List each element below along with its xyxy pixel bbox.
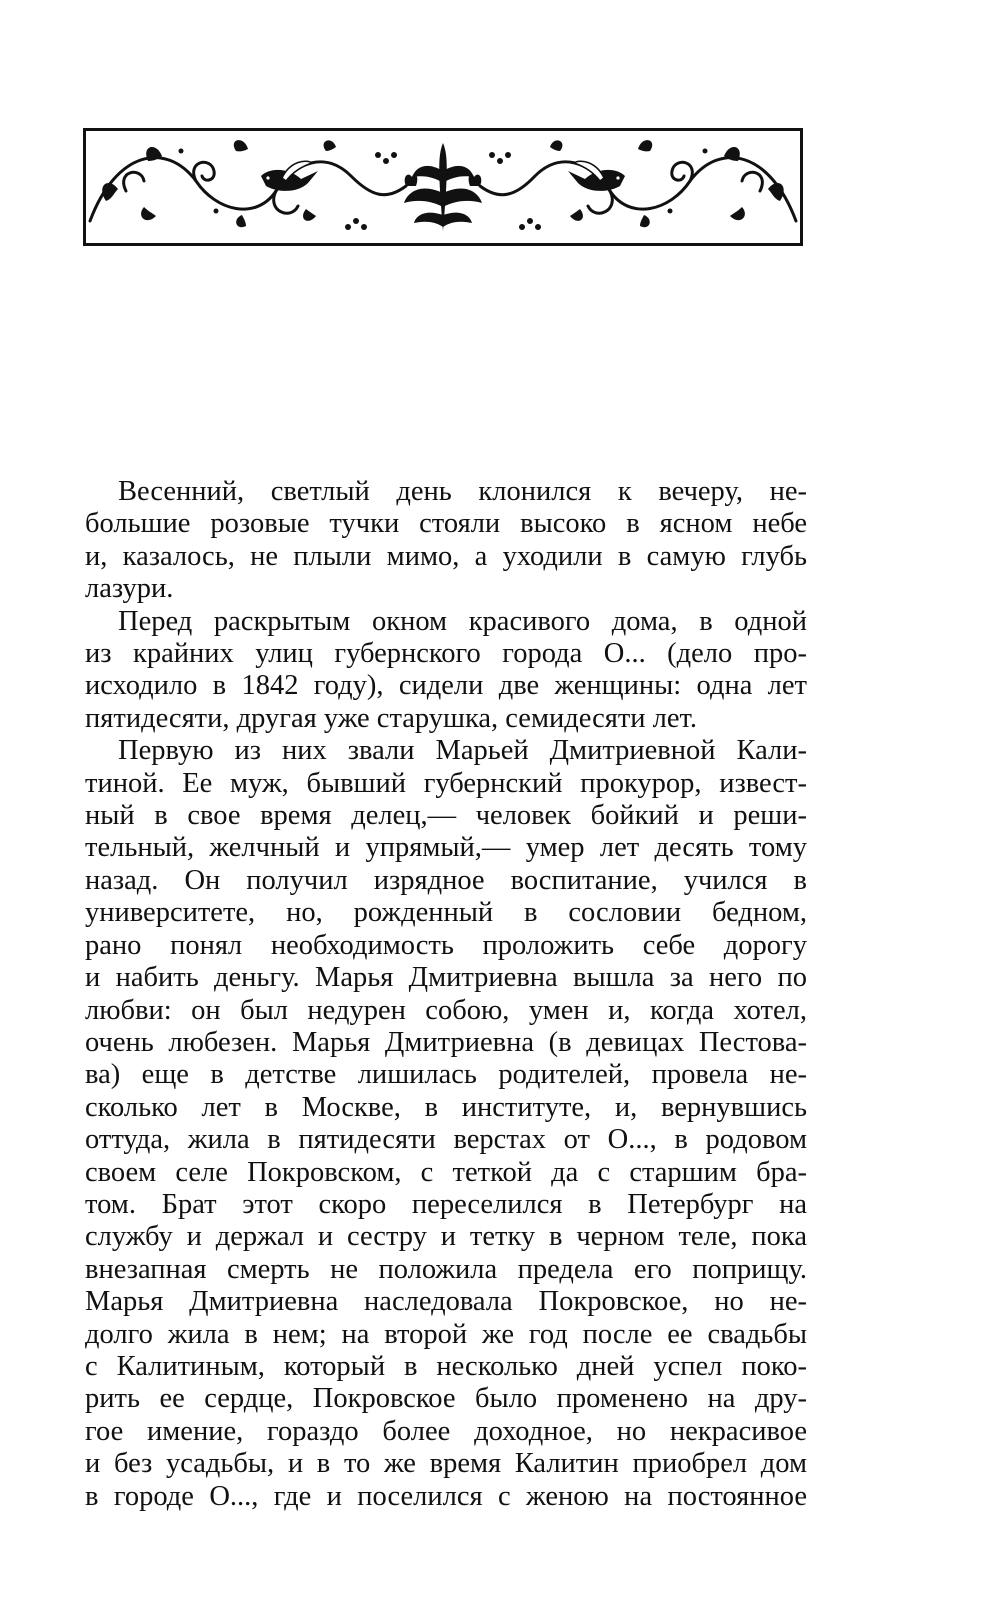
- text-line: долго жила в нем; на второй же год после ее свадьбы: [85, 1318, 807, 1350]
- text-line: с Калитиным, который в несколько дней успел поко-: [85, 1350, 807, 1382]
- text-line: сколько лет в Москве, в институте, и, вернувшись: [85, 1091, 807, 1123]
- text-line: из крайних улиц губернского города О... (дело про-: [85, 638, 807, 670]
- paragraph-2: [85, 606, 807, 736]
- ornamental-header-band: [83, 128, 803, 246]
- text-line: пятидесяти, другая уже старушка, семидесяти лет.: [85, 702, 697, 734]
- text-line: очень любезен. Марья Дмитриевна (в девицах Пестова-: [85, 1026, 807, 1058]
- text-line: рить ее сердце, Покровское было променено на дру-: [85, 1383, 807, 1415]
- text-line: тельный, желчный и упрямый,— умер лет десять тому: [85, 832, 807, 864]
- text-line: большие розовые тучки стояли высоко в ясном небе: [85, 508, 807, 540]
- text-line: лазури.: [85, 573, 174, 605]
- text-line: и, казалось, не плыли мимо, а уходили в самую глубь: [85, 540, 807, 572]
- text-line: ный в свое время делец,— человек бойкий и реши-: [85, 800, 807, 832]
- text-line: том. Брат этот скоро переселился в Петербург на: [85, 1188, 807, 1220]
- text-line: и набить деньгу. Марья Дмитриевна вышла за него по: [85, 962, 807, 994]
- body-text: [85, 476, 807, 1513]
- text-line: службу и держал и сестру и тетку в черном теле, пока: [85, 1221, 807, 1253]
- text-line: Перед раскрытым окном красивого дома, в одной: [118, 605, 807, 637]
- text-line: рано понял необходимость проложить себе дорогу: [85, 929, 807, 961]
- text-line: своем селе Покровском, с теткой да с старшим бра-: [85, 1156, 807, 1188]
- text-line: в городе О..., где и поселился с женою на постоянное: [85, 1480, 807, 1512]
- text-line: и без усадьбы, и в то же время Калитин приобрел дом: [85, 1448, 807, 1480]
- text-line: исходило в 1842 году), сидели две женщины: одна лет: [85, 670, 807, 702]
- text-line: Марья Дмитриевна наследовала Покровское, но не-: [85, 1286, 807, 1318]
- text-line: внезапная смерть не положила предела его поприщу.: [85, 1253, 807, 1285]
- paragraph-1: [85, 476, 807, 606]
- text-line: назад. Он получил изрядное воспитание, учился в: [85, 864, 807, 896]
- floral-ornament-icon: [86, 131, 800, 243]
- text-line: университете, но, рожденный в сословии бедном,: [85, 897, 807, 929]
- text-line: любви: он был недурен собою, умен и, когда хотел,: [85, 994, 807, 1026]
- text-line: оттуда, жила в пятидесяти верстах от О..., в родовом: [85, 1124, 807, 1156]
- text-line: Первую из них звали Марьей Дмитриевной Кали-: [118, 735, 807, 767]
- text-line: Весенний, светлый день клонился к вечеру, не-: [118, 476, 807, 507]
- paragraph-3: [85, 735, 807, 1513]
- text-line: тиной. Ее муж, бывший губернский прокурор, извест-: [85, 767, 807, 799]
- text-line: гое имение, гораздо более доходное, но некрасивое: [85, 1415, 807, 1447]
- text-line: ва) еще в детстве лишилась родителей, провела не-: [85, 1059, 807, 1091]
